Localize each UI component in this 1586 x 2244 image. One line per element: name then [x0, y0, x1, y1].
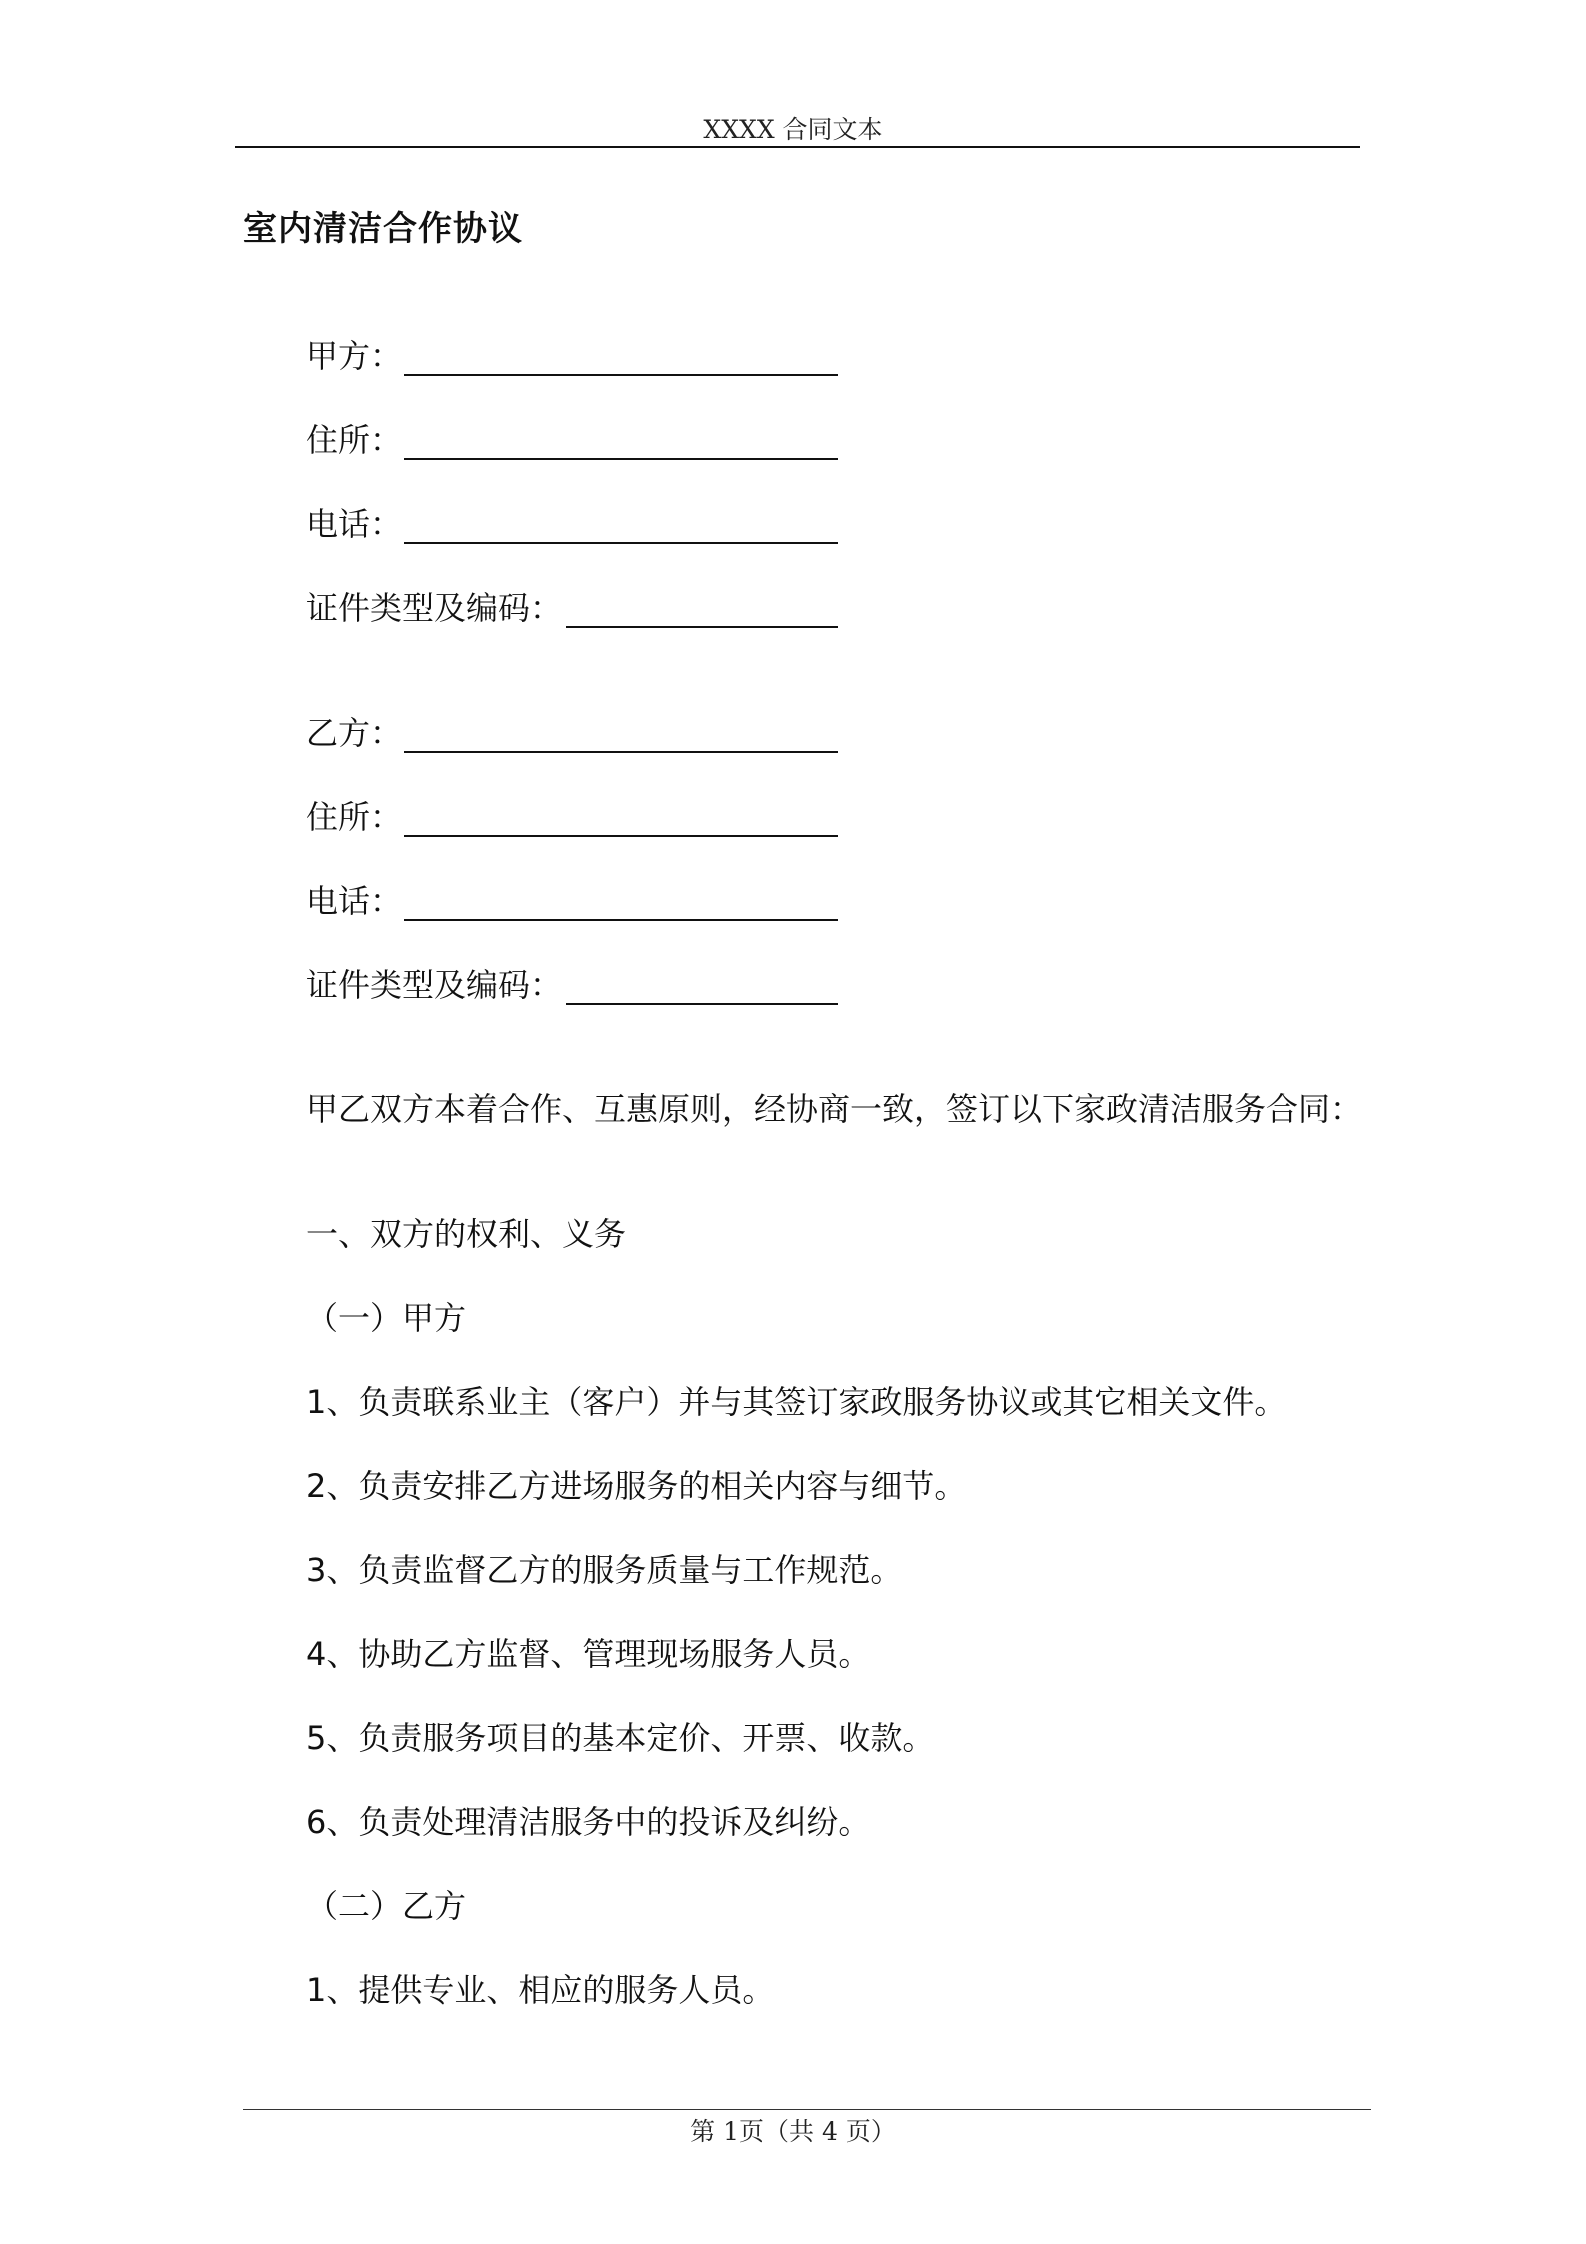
- list-item: 2、负责安排乙方进场服务的相关内容与细节。: [306, 1467, 967, 1505]
- list-item: 3、负责监督乙方的服务质量与工作规范。: [306, 1551, 903, 1589]
- list-item: 4、协助乙方监督、管理现场服务人员。: [306, 1635, 871, 1673]
- party-b-name-field: [306, 709, 402, 755]
- party-b-name-label: 乙方：: [306, 714, 403, 752]
- party-b-id-field: [306, 961, 562, 1007]
- party-b-name-blank: [404, 751, 838, 753]
- party-a-name-label: 甲方：: [306, 337, 403, 375]
- list-item: 1、提供专业、相应的服务人员。: [306, 1971, 775, 2009]
- party-a-name-field: [306, 332, 402, 378]
- party-b-address-blank: [404, 835, 838, 837]
- party-a-phone-label: 电话：: [306, 505, 403, 543]
- party-a-phone-field: [306, 500, 402, 546]
- page-header: XXXX 合同文本: [703, 115, 883, 144]
- subsection-heading-party-b: （二）乙方: [306, 1887, 467, 1925]
- party-a-id-field: [306, 584, 562, 630]
- page-footer: 第 1页（共 4 页）: [690, 2117, 896, 2146]
- subsection-heading-party-a: （一）甲方: [306, 1299, 467, 1337]
- party-b-phone-field: [306, 877, 402, 923]
- party-b-address-field: [306, 793, 402, 839]
- party-b-id-label: 证件类型及编码：: [306, 966, 563, 1004]
- list-item: 1、负责联系业主（客户）并与其签订家政服务协议或其它相关文件。: [306, 1383, 1287, 1421]
- list-item: 6、负责处理清洁服务中的投诉及纠纷。: [306, 1803, 871, 1841]
- intro-paragraph: 甲乙双方本着合作、互惠原则，经协商一致，签订以下家政清洁服务合同：: [306, 1090, 1363, 1128]
- party-a-phone-blank: [404, 542, 838, 544]
- party-a-id-label: 证件类型及编码：: [306, 589, 563, 627]
- party-a-address-label: 住所：: [306, 421, 403, 459]
- party-b-address-label: 住所：: [306, 798, 403, 836]
- party-a-address-field: [306, 416, 402, 462]
- header-rule: [235, 146, 1360, 148]
- party-a-name-blank: [404, 374, 838, 376]
- party-a-id-blank: [566, 626, 838, 628]
- list-item: 5、负责服务项目的基本定价、开票、收款。: [306, 1719, 935, 1757]
- document-title: 室内清洁合作协议: [243, 209, 523, 249]
- party-a-address-blank: [404, 458, 838, 460]
- party-b-phone-label: 电话：: [306, 882, 403, 920]
- party-b-id-blank: [566, 1003, 838, 1005]
- party-b-phone-blank: [404, 919, 838, 921]
- section-heading: 一、双方的权利、义务: [306, 1215, 627, 1253]
- footer-rule: [243, 2109, 1371, 2110]
